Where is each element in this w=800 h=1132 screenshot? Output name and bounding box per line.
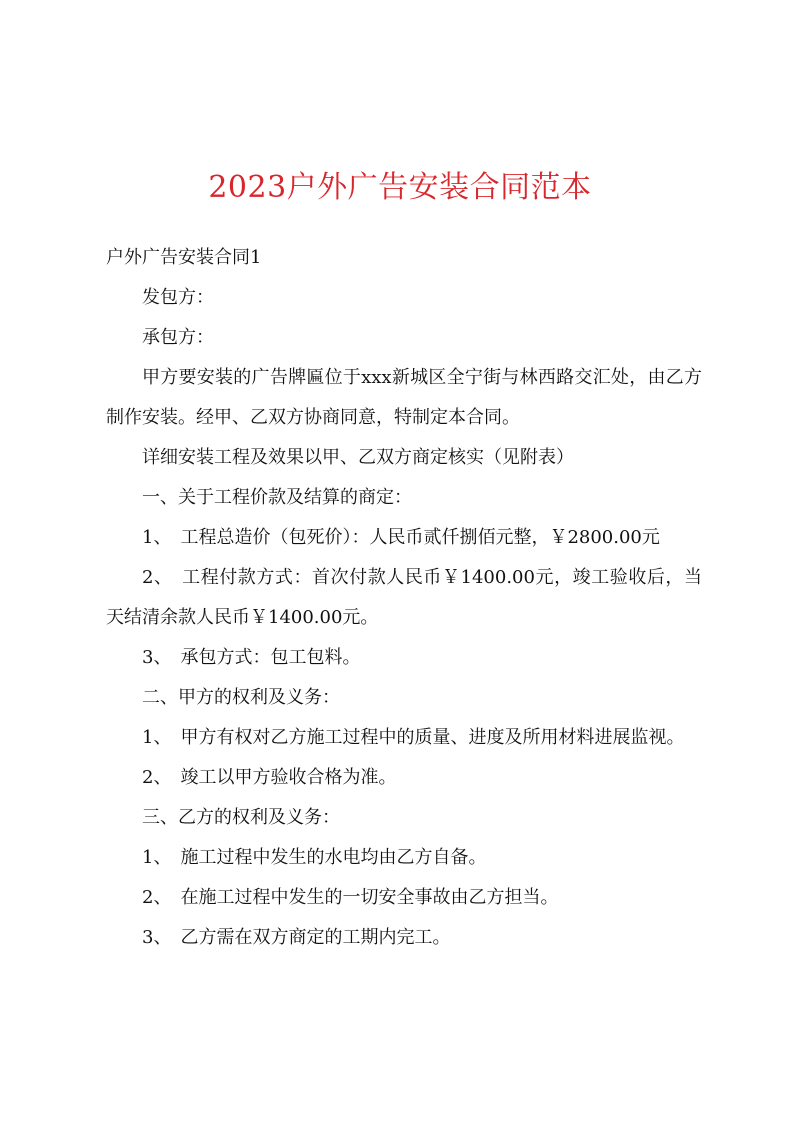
clause-party-b-safety: 2、 在施工过程中发生的一切安全事故由乙方担当。: [142, 887, 559, 908]
party-b-line: 承包方：: [142, 327, 214, 348]
clause-party-b-utilities: 1、 施工过程中发生的水电均由乙方自备。: [142, 847, 487, 868]
party-a-line: 发包方：: [142, 287, 214, 308]
clause-party-a-acceptance: 2、 竣工以甲方验收合格为准。: [142, 767, 397, 788]
clause-party-a-supervision: 1、 甲方有权对乙方施工过程中的质量、进度及所用材料进展监视。: [142, 727, 685, 748]
section-heading-party-a: 二、甲方的权利及义务：: [142, 687, 340, 708]
section-heading-price: 一、关于工程价款及结算的商定：: [142, 487, 412, 508]
clause-party-b-schedule: 3、 乙方需在双方商定的工期内完工。: [142, 927, 451, 948]
document-title: 2023户外广告安装合同范本: [208, 170, 592, 205]
contract-heading: 户外广告安装合同1: [106, 247, 262, 268]
clause-payment-method: 2、 工程付款方式：首次付款人民币￥1400.00元，竣工验收后，当天结清余款人民币￥1400.00元。: [106, 567, 702, 628]
clause-total-price: 1、 工程总造价（包死价）：人民币贰仟捌佰元整，￥2800.00元: [142, 527, 660, 548]
section-heading-party-b: 三、乙方的权利及义务：: [142, 807, 340, 828]
document-body: [106, 238, 702, 958]
intro-paragraph: 甲方要安装的广告牌匾位于xxx新城区全宁街与林西路交汇处，由乙方制作安装。经甲、乙双方协商同意，特制定本合同。: [106, 367, 702, 428]
clause-contract-method: 3、 承包方式：包工包料。: [142, 647, 361, 668]
details-paragraph: 详细安装工程及效果以甲、乙双方商定核实（见附表）: [142, 447, 574, 468]
